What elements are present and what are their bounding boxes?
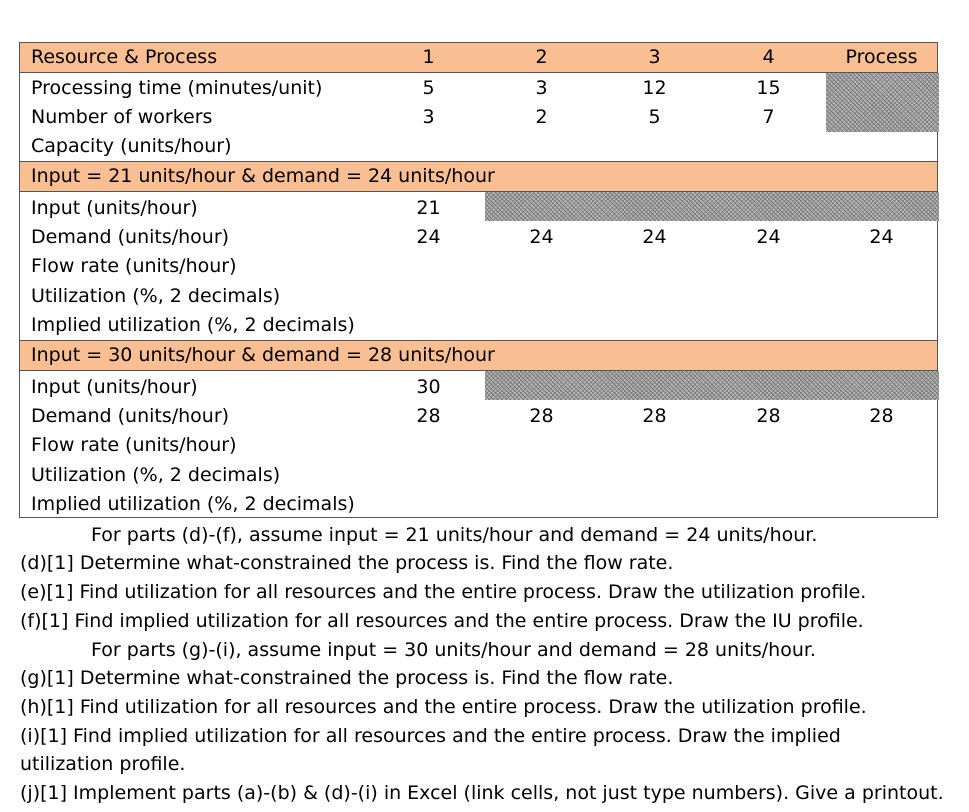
s1-demand-1: 24 xyxy=(416,226,441,248)
s2-demand-2: 28 xyxy=(529,405,554,427)
question-d: (d)[1] Determine what-constrained the process is. Find the flow rate. xyxy=(20,552,674,574)
s1-utilization-label: Utilization (%, 2 decimals) xyxy=(31,284,281,307)
workers-row xyxy=(20,103,937,132)
s1-implied-utilization-row xyxy=(20,311,937,340)
scenario2-band xyxy=(20,340,937,371)
processing-time-label: Processing time (minutes/unit) xyxy=(31,77,323,99)
header-col-1: 1 xyxy=(422,46,435,68)
s1-flow-rate-row xyxy=(20,252,937,281)
s1-input-value: 21 xyxy=(416,197,441,219)
workers-label: Number of workers xyxy=(31,106,213,128)
shaded-process-cell-1 xyxy=(826,73,939,132)
question-f: (f)[1] Find implied utilization for all resources and the entire process. Draw the IU profile. xyxy=(20,610,864,632)
s2-demand-1: 28 xyxy=(416,405,441,427)
scenario1-band xyxy=(20,161,937,192)
s1-demand-process: 24 xyxy=(869,226,894,248)
s2-utilization-row xyxy=(20,460,937,490)
s1-utilization-row xyxy=(20,281,937,311)
question-h: (h)[1] Find utilization for all resources and the entire process. Draw the utilization profile. xyxy=(20,696,867,718)
scenario1-title: Input = 21 units/hour & demand = 24 units/hour xyxy=(31,165,495,187)
process-table xyxy=(19,42,938,518)
s1-demand-label: Demand (units/hour) xyxy=(31,226,230,248)
workers-3: 5 xyxy=(648,106,661,128)
header-col-3: 3 xyxy=(648,46,661,68)
s1-demand-row xyxy=(20,223,937,252)
question-i-line2: utilization profile. xyxy=(20,753,186,775)
shaded-input-cells-1 xyxy=(485,192,939,221)
processing-time-4: 15 xyxy=(756,77,781,99)
s2-implied-utilization-label: Implied utilization (%, 2 decimals) xyxy=(31,492,355,515)
s2-demand-3: 28 xyxy=(642,405,667,427)
s1-input-label: Input (units/hour) xyxy=(31,197,198,219)
scenario2-title: Input = 30 units/hour & demand = 28 units/hour xyxy=(31,344,495,366)
processing-time-3: 12 xyxy=(642,77,667,99)
header-label: Resource & Process xyxy=(31,46,218,68)
shaded-input-cells-2 xyxy=(485,371,939,400)
processing-time-1: 5 xyxy=(422,77,435,99)
question-i-line1: (i)[1] Find implied utilization for all resources and the entire process. Draw the implied xyxy=(20,725,841,747)
s2-input-value: 30 xyxy=(416,376,441,398)
s2-demand-row xyxy=(20,402,937,431)
table-header-row xyxy=(20,43,937,73)
question-g: (g)[1] Determine what-constrained the process is. Find the flow rate. xyxy=(20,667,674,689)
header-col-4: 4 xyxy=(762,46,775,68)
capacity-row xyxy=(20,132,937,161)
s2-demand-4: 28 xyxy=(756,405,781,427)
processing-time-2: 3 xyxy=(535,77,548,99)
capacity-label: Capacity (units/hour) xyxy=(31,135,232,157)
question-j: (j)[1] Implement parts (a)-(b) & (d)-(i) in Excel (link cells, not just type numbers). Give a printout. xyxy=(20,782,944,804)
s2-utilization-label: Utilization (%, 2 decimals) xyxy=(31,463,281,486)
s2-flow-rate-row xyxy=(20,431,937,460)
question-e: (e)[1] Find utilization for all resources and the entire process. Draw the utilization profile. xyxy=(20,581,867,603)
s1-demand-4: 24 xyxy=(756,226,781,248)
s2-flow-rate-label: Flow rate (units/hour) xyxy=(31,434,237,456)
s1-flow-rate-label: Flow rate (units/hour) xyxy=(31,255,237,277)
s1-demand-2: 24 xyxy=(529,226,554,248)
workers-4: 7 xyxy=(762,106,775,128)
s2-input-label: Input (units/hour) xyxy=(31,376,198,398)
processing-time-row xyxy=(20,74,937,103)
s2-implied-utilization-row xyxy=(20,490,937,518)
header-col-2: 2 xyxy=(535,46,548,68)
header-col-process: Process xyxy=(845,46,918,68)
s2-demand-process: 28 xyxy=(869,405,894,427)
intro-gi: For parts (g)-(i), assume input = 30 units/hour and demand = 28 units/hour. xyxy=(91,639,816,661)
intro-df: For parts (d)-(f), assume input = 21 units/hour and demand = 24 units/hour. xyxy=(91,524,818,546)
s2-demand-label: Demand (units/hour) xyxy=(31,405,230,427)
workers-1: 3 xyxy=(422,106,435,128)
s1-demand-3: 24 xyxy=(642,226,667,248)
s1-implied-utilization-label: Implied utilization (%, 2 decimals) xyxy=(31,314,355,336)
workers-2: 2 xyxy=(535,106,548,128)
